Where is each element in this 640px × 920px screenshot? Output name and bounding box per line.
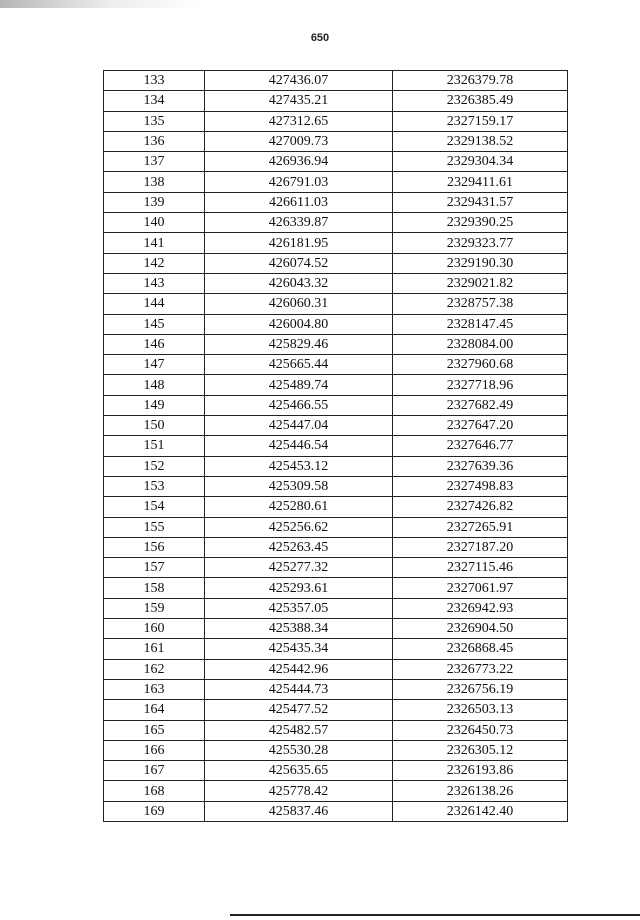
coordinate-table [103, 70, 568, 822]
point-number-cell: 143 [104, 273, 205, 293]
x-coordinate-cell: 426060.31 [205, 294, 393, 314]
y-coordinate-cell: 2327061.97 [393, 578, 568, 598]
table-row [104, 619, 568, 639]
table-row [104, 416, 568, 436]
x-coordinate-cell: 425530.28 [205, 740, 393, 760]
point-number-cell: 161 [104, 639, 205, 659]
point-number-cell: 164 [104, 700, 205, 720]
table-row [104, 497, 568, 517]
y-coordinate-cell: 2327426.82 [393, 497, 568, 517]
y-coordinate-cell: 2327682.49 [393, 395, 568, 415]
table-row [104, 395, 568, 415]
table-row [104, 436, 568, 456]
x-coordinate-cell: 425466.55 [205, 395, 393, 415]
point-number-cell: 157 [104, 558, 205, 578]
y-coordinate-cell: 2326142.40 [393, 801, 568, 821]
x-coordinate-cell: 425388.34 [205, 619, 393, 639]
table-row [104, 213, 568, 233]
x-coordinate-cell: 426043.32 [205, 273, 393, 293]
y-coordinate-cell: 2326868.45 [393, 639, 568, 659]
x-coordinate-cell: 425665.44 [205, 355, 393, 375]
point-number-cell: 136 [104, 131, 205, 151]
y-coordinate-cell: 2327187.20 [393, 537, 568, 557]
point-number-cell: 159 [104, 598, 205, 618]
table-row [104, 740, 568, 760]
scan-edge-top [0, 0, 200, 8]
x-coordinate-cell: 426936.94 [205, 152, 393, 172]
table-row [104, 517, 568, 537]
x-coordinate-cell: 425280.61 [205, 497, 393, 517]
y-coordinate-cell: 2327639.36 [393, 456, 568, 476]
point-number-cell: 155 [104, 517, 205, 537]
table-row [104, 781, 568, 801]
scan-edge-bottom [230, 914, 640, 916]
point-number-cell: 139 [104, 192, 205, 212]
x-coordinate-cell: 427436.07 [205, 71, 393, 91]
table-row [104, 578, 568, 598]
point-number-cell: 166 [104, 740, 205, 760]
table-row [104, 273, 568, 293]
y-coordinate-cell: 2326942.93 [393, 598, 568, 618]
x-coordinate-cell: 425293.61 [205, 578, 393, 598]
y-coordinate-cell: 2326773.22 [393, 659, 568, 679]
x-coordinate-cell: 425837.46 [205, 801, 393, 821]
point-number-cell: 162 [104, 659, 205, 679]
point-number-cell: 145 [104, 314, 205, 334]
table-row [104, 192, 568, 212]
y-coordinate-cell: 2329138.52 [393, 131, 568, 151]
x-coordinate-cell: 425829.46 [205, 334, 393, 354]
x-coordinate-cell: 426611.03 [205, 192, 393, 212]
table-row [104, 375, 568, 395]
x-coordinate-cell: 425635.65 [205, 761, 393, 781]
y-coordinate-cell: 2326904.50 [393, 619, 568, 639]
table-row [104, 152, 568, 172]
table-row [104, 801, 568, 821]
x-coordinate-cell: 426181.95 [205, 233, 393, 253]
table-row [104, 761, 568, 781]
table-row [104, 639, 568, 659]
point-number-cell: 150 [104, 416, 205, 436]
table-row [104, 476, 568, 496]
table-row [104, 598, 568, 618]
table-row [104, 720, 568, 740]
page-number: 650 [310, 32, 330, 44]
x-coordinate-cell: 425444.73 [205, 679, 393, 699]
table-row [104, 294, 568, 314]
point-number-cell: 144 [104, 294, 205, 314]
x-coordinate-cell: 425447.04 [205, 416, 393, 436]
table-row [104, 537, 568, 557]
x-coordinate-cell: 425477.52 [205, 700, 393, 720]
x-coordinate-cell: 425778.42 [205, 781, 393, 801]
y-coordinate-cell: 2327115.46 [393, 558, 568, 578]
table-row [104, 456, 568, 476]
y-coordinate-cell: 2328147.45 [393, 314, 568, 334]
table-row [104, 334, 568, 354]
y-coordinate-cell: 2329411.61 [393, 172, 568, 192]
table-row [104, 91, 568, 111]
y-coordinate-cell: 2327159.17 [393, 111, 568, 131]
table-row [104, 131, 568, 151]
x-coordinate-cell: 425256.62 [205, 517, 393, 537]
x-coordinate-cell: 427435.21 [205, 91, 393, 111]
coordinate-table-body [104, 71, 568, 822]
point-number-cell: 154 [104, 497, 205, 517]
x-coordinate-cell: 426004.80 [205, 314, 393, 334]
point-number-cell: 138 [104, 172, 205, 192]
point-number-cell: 152 [104, 456, 205, 476]
point-number-cell: 153 [104, 476, 205, 496]
y-coordinate-cell: 2329323.77 [393, 233, 568, 253]
y-coordinate-cell: 2329190.30 [393, 253, 568, 273]
table-row [104, 355, 568, 375]
x-coordinate-cell: 425442.96 [205, 659, 393, 679]
point-number-cell: 158 [104, 578, 205, 598]
table-row [104, 253, 568, 273]
table-row [104, 71, 568, 91]
point-number-cell: 163 [104, 679, 205, 699]
x-coordinate-cell: 426791.03 [205, 172, 393, 192]
point-number-cell: 168 [104, 781, 205, 801]
y-coordinate-cell: 2328757.38 [393, 294, 568, 314]
point-number-cell: 134 [104, 91, 205, 111]
x-coordinate-cell: 425309.58 [205, 476, 393, 496]
y-coordinate-cell: 2329431.57 [393, 192, 568, 212]
table-row [104, 172, 568, 192]
table-row [104, 558, 568, 578]
point-number-cell: 148 [104, 375, 205, 395]
point-number-cell: 169 [104, 801, 205, 821]
point-number-cell: 142 [104, 253, 205, 273]
y-coordinate-cell: 2326305.12 [393, 740, 568, 760]
x-coordinate-cell: 426339.87 [205, 213, 393, 233]
x-coordinate-cell: 426074.52 [205, 253, 393, 273]
point-number-cell: 137 [104, 152, 205, 172]
x-coordinate-cell: 425263.45 [205, 537, 393, 557]
point-number-cell: 147 [104, 355, 205, 375]
point-number-cell: 165 [104, 720, 205, 740]
point-number-cell: 151 [104, 436, 205, 456]
table-row [104, 314, 568, 334]
y-coordinate-cell: 2329021.82 [393, 273, 568, 293]
y-coordinate-cell: 2327647.20 [393, 416, 568, 436]
y-coordinate-cell: 2326450.73 [393, 720, 568, 740]
table-row [104, 659, 568, 679]
table-row [104, 679, 568, 699]
point-number-cell: 141 [104, 233, 205, 253]
table-row [104, 233, 568, 253]
point-number-cell: 146 [104, 334, 205, 354]
y-coordinate-cell: 2326385.49 [393, 91, 568, 111]
y-coordinate-cell: 2327718.96 [393, 375, 568, 395]
point-number-cell: 149 [104, 395, 205, 415]
point-number-cell: 133 [104, 71, 205, 91]
x-coordinate-cell: 425277.32 [205, 558, 393, 578]
x-coordinate-cell: 425482.57 [205, 720, 393, 740]
y-coordinate-cell: 2326503.13 [393, 700, 568, 720]
y-coordinate-cell: 2326193.86 [393, 761, 568, 781]
point-number-cell: 135 [104, 111, 205, 131]
table-row [104, 111, 568, 131]
y-coordinate-cell: 2328084.00 [393, 334, 568, 354]
point-number-cell: 167 [104, 761, 205, 781]
point-number-cell: 156 [104, 537, 205, 557]
y-coordinate-cell: 2326756.19 [393, 679, 568, 699]
x-coordinate-cell: 427009.73 [205, 131, 393, 151]
y-coordinate-cell: 2327960.68 [393, 355, 568, 375]
y-coordinate-cell: 2329304.34 [393, 152, 568, 172]
y-coordinate-cell: 2327646.77 [393, 436, 568, 456]
x-coordinate-cell: 425446.54 [205, 436, 393, 456]
x-coordinate-cell: 425453.12 [205, 456, 393, 476]
y-coordinate-cell: 2326379.78 [393, 71, 568, 91]
x-coordinate-cell: 425435.34 [205, 639, 393, 659]
y-coordinate-cell: 2327498.83 [393, 476, 568, 496]
y-coordinate-cell: 2327265.91 [393, 517, 568, 537]
point-number-cell: 160 [104, 619, 205, 639]
x-coordinate-cell: 425489.74 [205, 375, 393, 395]
x-coordinate-cell: 425357.05 [205, 598, 393, 618]
x-coordinate-cell: 427312.65 [205, 111, 393, 131]
y-coordinate-cell: 2329390.25 [393, 213, 568, 233]
y-coordinate-cell: 2326138.26 [393, 781, 568, 801]
point-number-cell: 140 [104, 213, 205, 233]
table-row [104, 700, 568, 720]
